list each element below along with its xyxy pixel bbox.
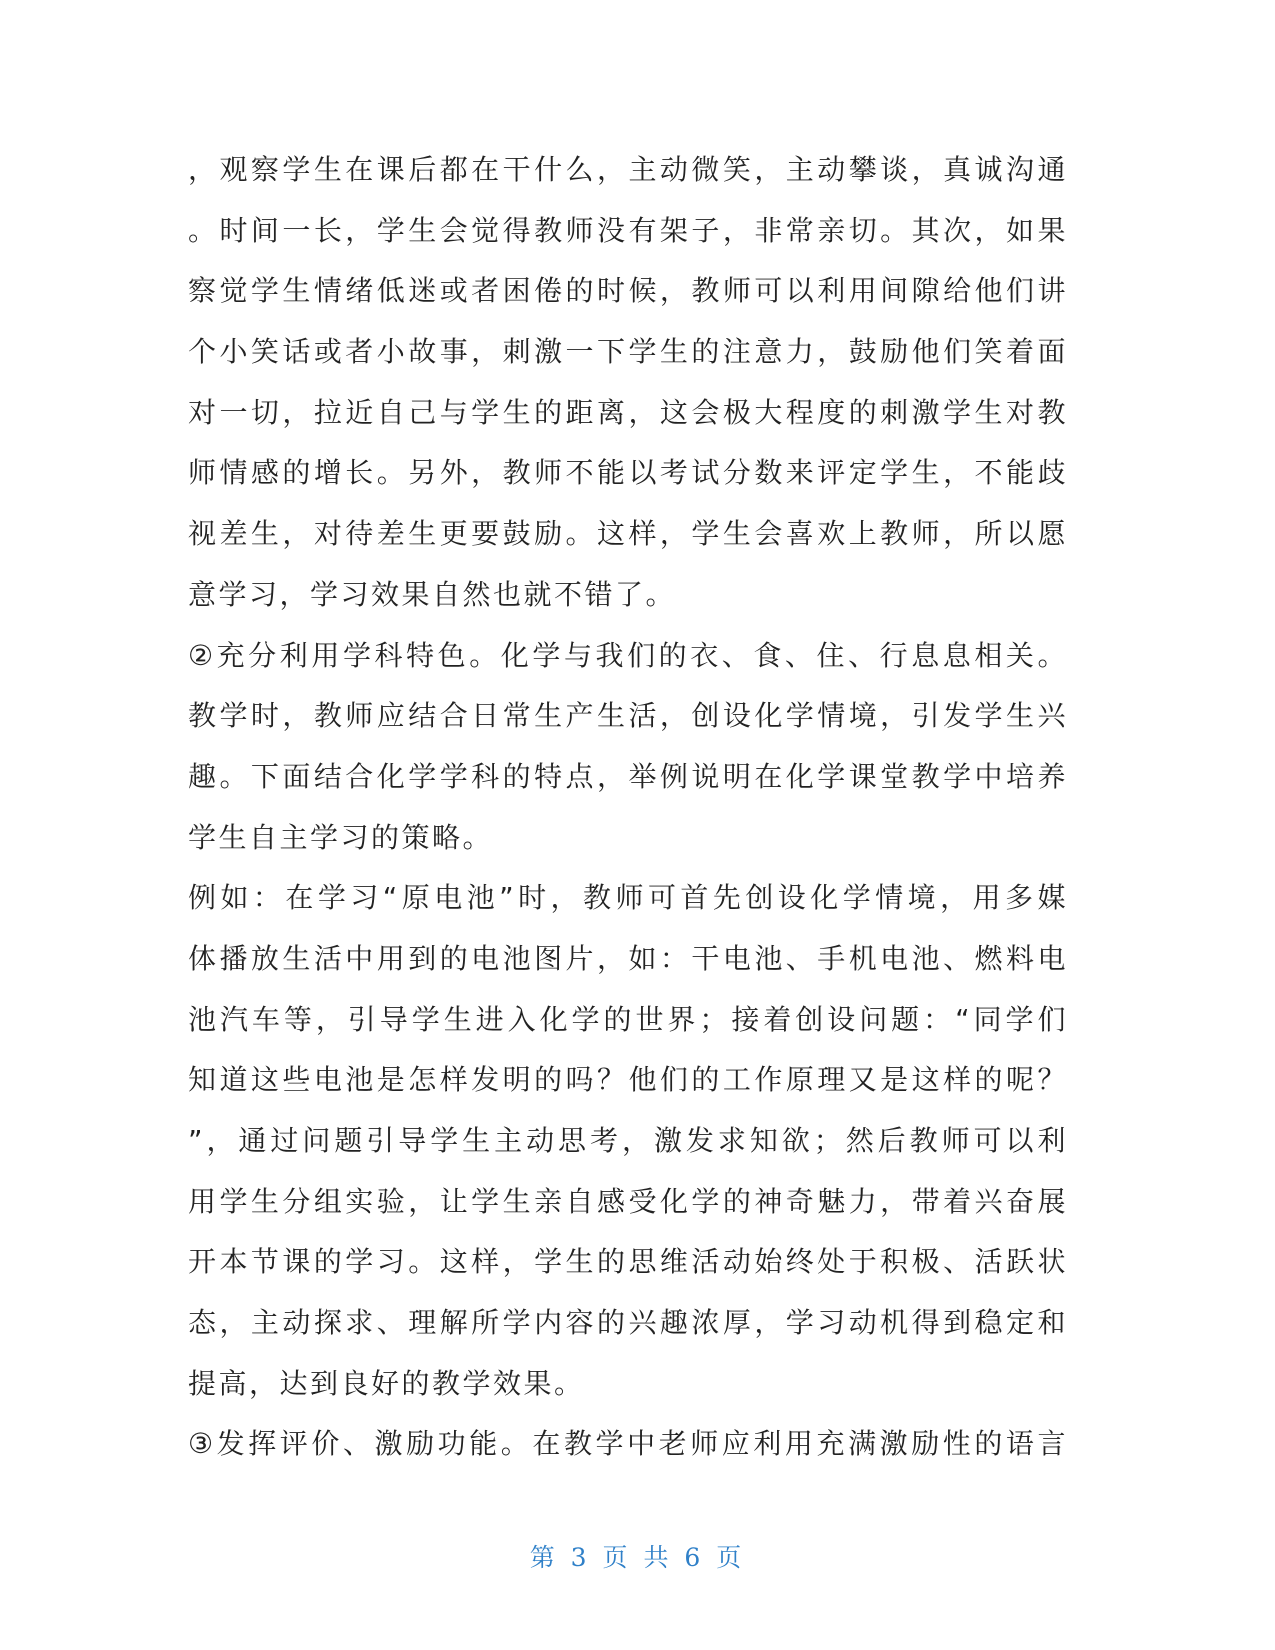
text-line: 知道这些电池是怎样发明的吗？他们的工作原理又是这样的呢？ xyxy=(188,1063,1068,1097)
text-line: 提高，达到良好的教学效果。 xyxy=(188,1366,585,1400)
text-line: ②充分利用学科特色。化学与我们的衣、食、住、行息息相关。 xyxy=(188,638,1068,672)
text-line: 教学时，教师应结合日常生产生活，创设化学情境，引发学生兴 xyxy=(188,699,1068,733)
text-line: 例如：在学习“原电池”时，教师可首先创设化学情境，用多媒 xyxy=(188,881,1068,915)
text-line: 对一切，拉近自己与学生的距离，这会极大程度的刺激学生对教 xyxy=(188,395,1068,429)
text-line: 趣。下面结合化学学科的特点，举例说明在化学课堂教学中培养 xyxy=(188,759,1068,793)
text-line: 察觉学生情绪低迷或者困倦的时候，教师可以利用间隙给他们讲 xyxy=(188,274,1068,308)
text-line: 学生自主学习的策略。 xyxy=(188,820,494,854)
text-line: 意学习，学习效果自然也就不错了。 xyxy=(188,577,677,611)
text-line: 。时间一长，学生会觉得教师没有架子，非常亲切。其次，如果 xyxy=(188,213,1068,247)
text-line: 视差生，对待差生更要鼓励。这样，学生会喜欢上教师，所以愿 xyxy=(188,517,1068,551)
text-line: 师情感的增长。另外，教师不能以考试分数来评定学生，不能歧 xyxy=(188,456,1068,490)
text-line: 体播放生活中用到的电池图片，如：干电池、手机电池、燃料电 xyxy=(188,941,1068,975)
text-line: ③发挥评价、激励功能。在教学中老师应利用充满激励性的语言 xyxy=(188,1427,1068,1461)
text-line: ，观察学生在课后都在干什么，主动微笑，主动攀谈，真诚沟通 xyxy=(188,153,1068,186)
text-line: 用学生分组实验，让学生亲自感受化学的神奇魅力，带着兴奋展 xyxy=(188,1184,1068,1218)
text-line: 池汽车等，引导学生进入化学的世界；接着创设问题：“同学们 xyxy=(188,1002,1068,1036)
text-line: ”，通过问题引导学生主动思考，激发求知欲；然后教师可以利 xyxy=(188,1124,1068,1157)
body-text xyxy=(188,140,1068,1475)
text-line: 开本节课的学习。这样，学生的思维活动始终处于积极、活跃状 xyxy=(188,1245,1068,1279)
text-line: 个小笑话或者小故事，刺激一下学生的注意力，鼓励他们笑着面 xyxy=(188,335,1068,369)
text-line: 态，主动探求、理解所学内容的兴趣浓厚，学习动机得到稳定和 xyxy=(188,1306,1068,1340)
page-footer: 第 3 页 共 6 页 xyxy=(529,1543,746,1572)
